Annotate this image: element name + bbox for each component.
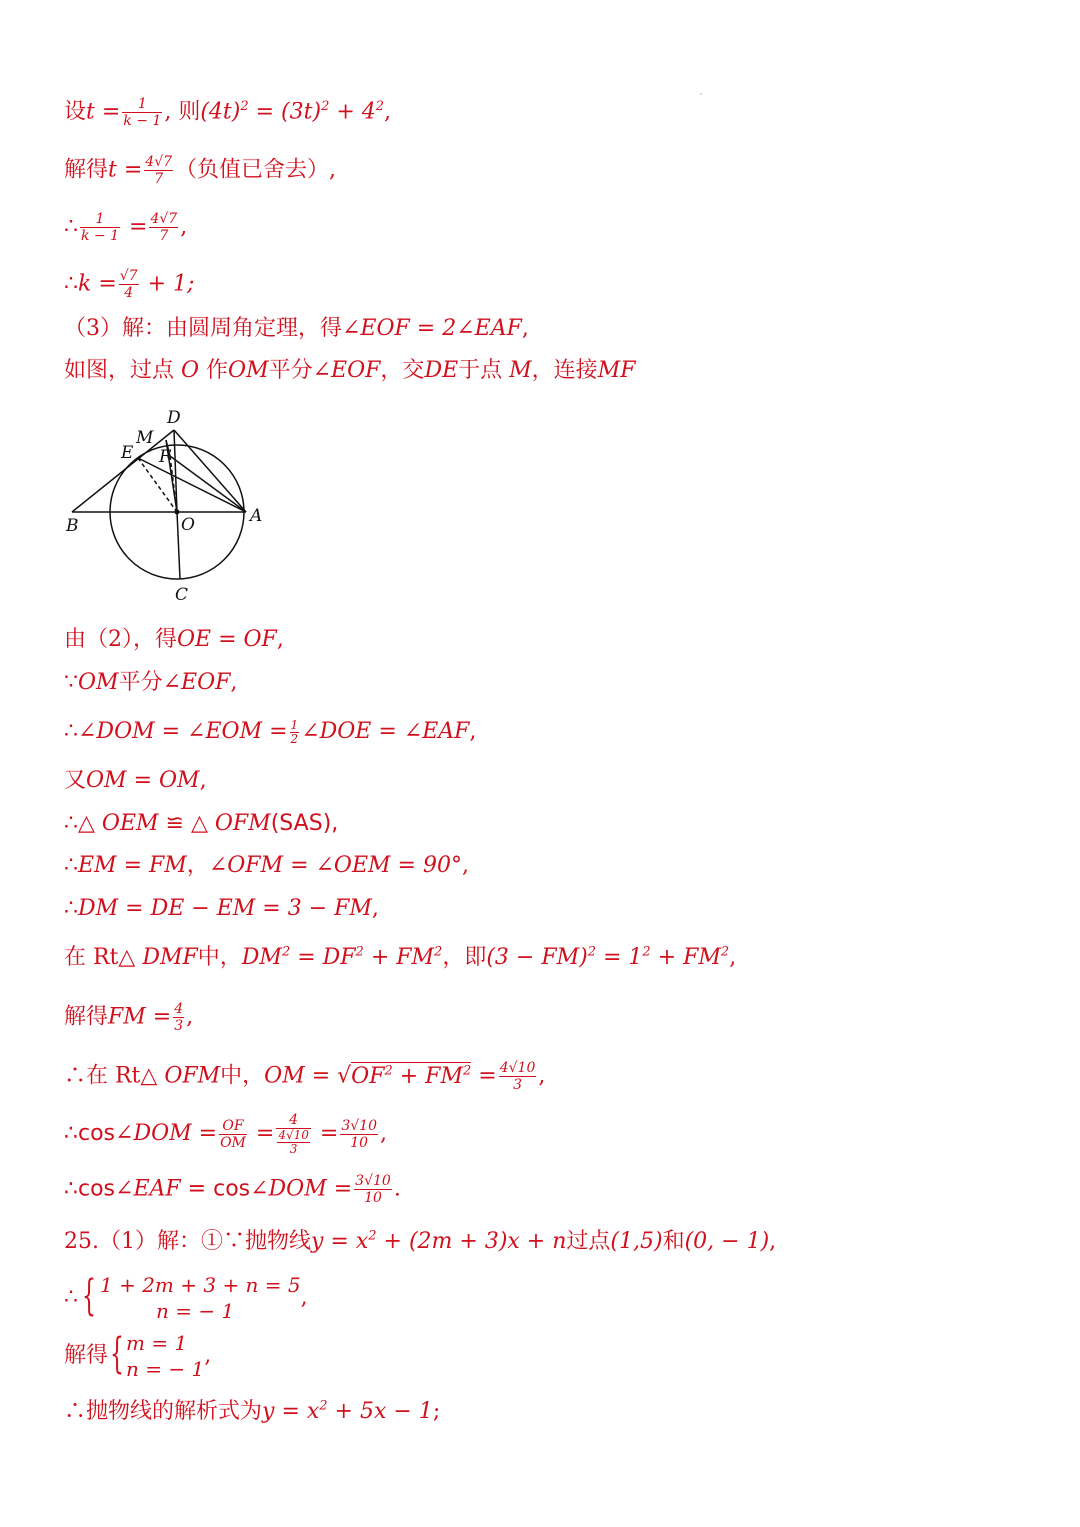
numerator: 4√7 [145,154,173,170]
text: , 则 [164,99,201,125]
text: , [469,719,477,744]
math: OE = OF [177,627,277,652]
line-5 [64,315,529,343]
line-1 [64,96,391,129]
center-dot [175,510,180,515]
line-12 [64,852,469,880]
math: OM = OM [86,768,200,793]
segment-ea [138,458,246,512]
exponent: 2 [281,944,291,960]
math: = DF [290,945,356,970]
text: 和 [662,1229,685,1254]
geometry-figure [56,398,276,608]
math: = [471,1063,497,1089]
text: ∴△ [64,811,102,836]
denominator: 7 [154,171,164,187]
text: ，即 [442,945,487,970]
math: (0, − 1) [684,1229,770,1254]
math: + 1; [140,271,195,297]
fraction [173,1001,184,1034]
equation-row: 1 + 2m + 3 + n = 5 [100,1273,301,1297]
text: 在 Rt△ [64,945,143,970]
inner-fraction [277,1129,310,1156]
math: = [312,1121,339,1146]
math: ∠DOM = ∠EOM = [78,719,288,744]
text: , [230,670,238,695]
text: 解得 [64,1343,109,1368]
math: OM [228,358,269,383]
text: , [379,1121,387,1146]
math: (3 − FM) [486,945,588,970]
math: DM = DE − EM = 3 − FM [78,896,372,921]
numerator: 4√10 [499,1060,536,1076]
math: + FM [363,945,435,970]
numerator: 3√10 [355,1173,391,1189]
numerator: 3√10 [341,1117,377,1134]
text: （3）解：由圆周角定理，得 [64,316,342,341]
text: ∴cos [64,1121,116,1146]
math: ∠EOF [162,670,231,695]
text: ∴ [64,271,78,297]
math: DM [241,945,282,970]
exponent: 2 [642,944,651,960]
line-14 [64,944,736,972]
math: (1,5) [610,1229,663,1254]
line-17 [64,1112,387,1156]
text: ∴cos [64,1176,116,1202]
exponent: 2 [368,1228,377,1244]
math: OM = √ [264,1063,352,1089]
label-e: E [121,443,134,463]
text: 如图，过点 [64,358,181,383]
text: ; [432,1399,441,1424]
exponent: 2 [319,1398,328,1414]
equation-row: m = 1 [126,1331,188,1355]
text: , [204,1343,212,1368]
numerator: 4 [276,1112,311,1129]
text: ∵ [64,670,78,695]
text: , [180,214,188,240]
text: 过点 [566,1229,611,1254]
math: ∠DOM = [115,1121,218,1146]
equation-row: n = − 1 [156,1299,235,1323]
text: 平分 [118,670,163,695]
radicand [351,1062,471,1089]
fraction [122,96,162,129]
math: + (2m + 3)x + n [376,1229,567,1254]
text: 中， [220,1063,265,1089]
label-f: F [159,447,171,467]
text: . [393,1176,401,1202]
text: , [371,896,379,921]
fraction [149,211,178,244]
label-m: M [136,428,154,448]
line-11 [64,810,338,838]
compound-fraction [276,1112,311,1156]
denominator: 3 [174,1018,184,1034]
denominator [276,1129,311,1156]
denominator: 4 [124,285,134,301]
segment-fa [170,456,246,512]
text: ∴ [64,1285,78,1310]
numerator: OF [219,1118,247,1135]
exponent: 2 [375,99,385,115]
line-6 [64,357,635,385]
text: 中， [197,945,242,970]
text: , [186,1004,194,1030]
numerator: 4√7 [150,211,178,227]
label-c: C [175,585,189,605]
denominator: 10 [350,1134,369,1151]
fraction [354,1173,392,1206]
text: ， [186,853,209,878]
text: , [769,1229,777,1254]
fraction [219,1118,247,1151]
exponent: 2 [321,99,330,115]
math: FM = [108,1004,172,1030]
equation-row: n = − 1 [126,1357,205,1381]
math: = 1 [596,945,643,970]
math: ∠EOF [312,358,381,383]
text: 25.（1）解：①∵抛物线 [64,1229,311,1254]
fraction [119,268,139,301]
math: M [509,358,532,383]
equation-system [126,1330,204,1382]
math: ∠EOF = 2∠EAF [342,316,522,341]
text: （负值已舍去）, [175,157,337,183]
denominator: 7 [159,228,169,244]
line-19 [64,1228,776,1256]
denominator: k − 1 [81,228,120,244]
denominator: OM [220,1134,246,1151]
text: 平分 [268,358,313,383]
text: ，连接 [531,358,598,383]
math: ∠EAF [115,1176,181,1202]
label-b: B [66,516,79,536]
fraction [290,719,300,746]
text: , [729,945,737,970]
exponent: 2 [720,944,730,960]
text: ∴ [64,853,78,878]
line-18 [64,1173,401,1206]
text: ∴在 Rt△ [64,1063,165,1089]
math: (4t) [200,99,241,125]
text: , [300,1285,308,1310]
text: , [461,853,469,878]
fraction [144,154,173,187]
text: 设 [64,99,87,125]
line-20 [64,1272,308,1324]
text: ≌ △ [158,811,215,836]
text: ∴ [64,896,78,921]
equation-system [100,1272,301,1324]
math: + 5x − 1 [327,1399,433,1424]
math: DMF [142,945,198,970]
math: = [248,1121,275,1146]
text: , [199,768,207,793]
brace: { [110,1331,125,1379]
numerator: √7 [119,268,138,284]
line-13 [64,895,379,923]
math: EM = FM [78,853,187,878]
denominator: 3 [513,1077,522,1093]
math: OM [78,670,119,695]
math: OF [351,1063,385,1089]
text: 于点 [458,358,510,383]
exponent: 2 [462,1063,472,1079]
math: ∠DOE = ∠EAF [301,719,470,744]
denominator: 3 [289,1142,298,1156]
math: t = [86,99,121,125]
math: + FM [392,1063,463,1089]
math: = [122,214,148,240]
math: DE [424,358,459,383]
text: ，交 [380,358,425,383]
label-o: O [181,515,195,535]
line-9 [64,718,476,746]
text: ∴ [64,214,78,240]
line-4 [64,268,194,301]
math: ∠OFM = ∠OEM = 90° [208,853,462,878]
line-3 [64,211,187,244]
text: 又 [64,768,87,793]
fraction [80,211,120,244]
line-8 [64,669,237,697]
text: , [276,627,284,652]
math: OEM [101,811,159,836]
segment-da [174,430,246,512]
exponent: 2 [587,944,596,960]
line-16 [64,1060,545,1093]
numerator: 4 [174,1001,184,1017]
denominator: k − 1 [123,113,162,129]
text: , [521,316,529,341]
denominator: 2 [290,731,299,746]
numerator: 1 [122,96,162,113]
text: 作 [199,358,229,383]
text: , [384,99,392,125]
label-d: D [167,408,181,428]
math: = (3t) [248,99,322,125]
text: ∴ [64,719,78,744]
numerator: 1 [80,211,120,228]
text: , [538,1063,546,1089]
brace: { [82,1273,96,1321]
numerator: 1 [290,717,299,732]
text: (SAS), [270,811,339,836]
math: k = [78,271,117,297]
math: OFM [164,1063,221,1089]
text: 解得 [64,157,109,183]
line-2 [64,154,336,187]
denominator: 10 [364,1190,382,1206]
math: + FM [650,945,721,970]
fraction [340,1118,378,1151]
math: y = x [262,1399,320,1424]
text: 由（2），得 [64,627,177,652]
math: y = x [311,1229,369,1254]
line-7 [64,626,284,654]
math: ∠DOM = [250,1176,353,1202]
speck [700,93,702,95]
label-a: A [250,506,263,526]
line-22 [64,1398,440,1426]
numerator: 4√10 [278,1128,309,1142]
text: = cos [180,1176,251,1202]
exponent: 2 [434,944,443,960]
line-15 [64,1001,193,1034]
line-21 [64,1330,211,1382]
exponent: 2 [355,944,364,960]
fraction [499,1060,537,1093]
text: ∴抛物线的解析式为 [64,1399,263,1424]
segment-oc [177,512,180,579]
math: t = [108,157,143,183]
math: O [181,358,200,383]
math: OFM [214,811,271,836]
math: + 4 [329,99,376,125]
exponent: 2 [384,1063,393,1079]
math: MF [597,358,636,383]
exponent: 2 [240,99,249,115]
line-10 [64,767,207,795]
text: 解得 [64,1004,109,1030]
